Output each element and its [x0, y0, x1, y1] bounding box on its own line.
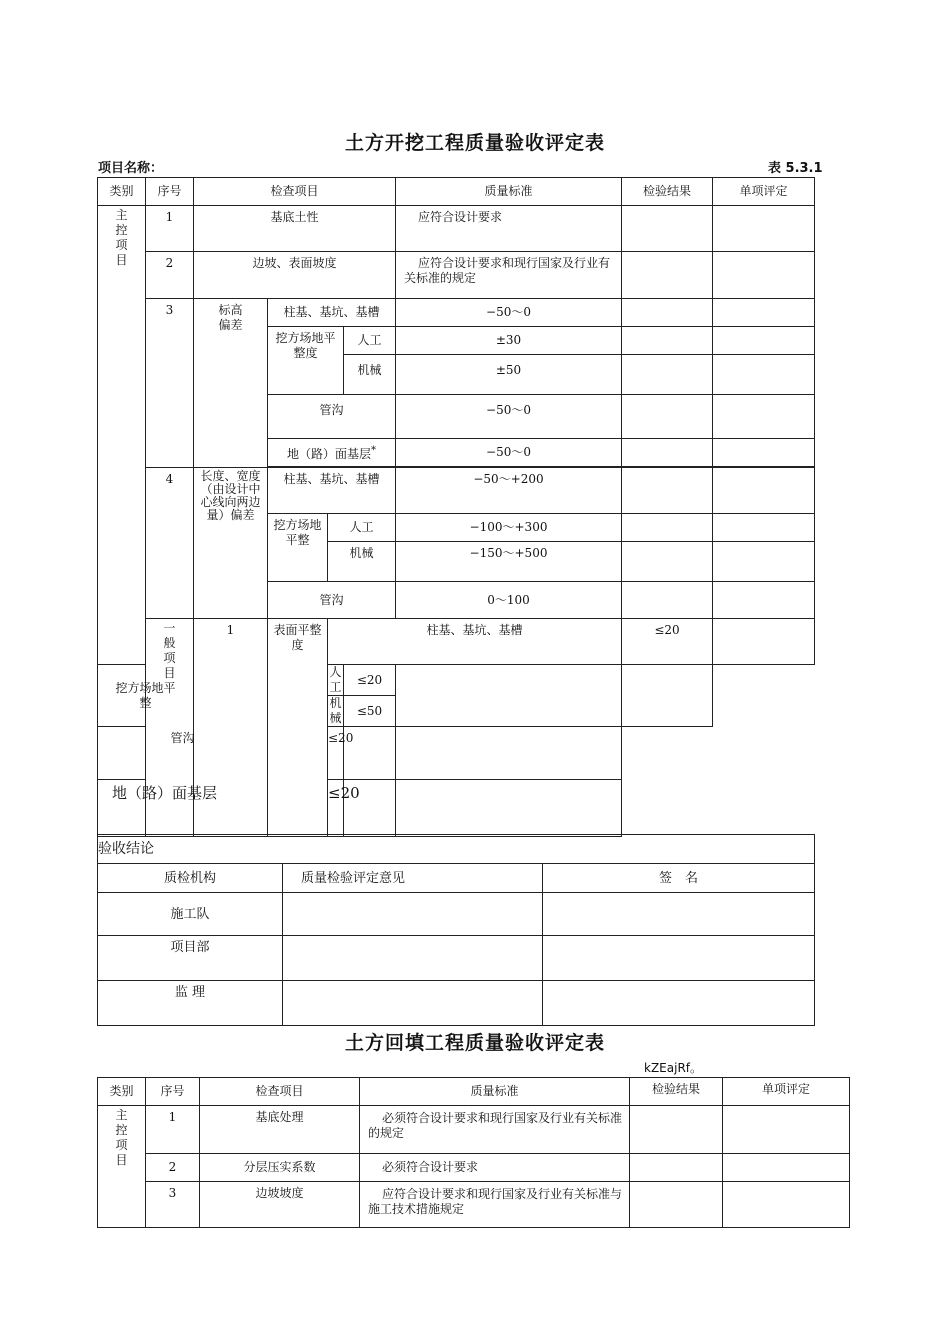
subgroup-label [268, 327, 344, 395]
opinion-cell[interactable] [283, 936, 543, 981]
check-item: 管沟 [98, 727, 268, 780]
header-check-item: 检查项目 [200, 1078, 360, 1106]
result-cell[interactable] [622, 355, 713, 395]
header-number: 序号 [146, 178, 194, 206]
row-number: 3 [146, 299, 194, 468]
rating-cell[interactable] [713, 252, 815, 299]
quality-standard: −50～0 [396, 299, 622, 327]
result-cell[interactable] [622, 514, 713, 542]
rating-cell[interactable] [713, 439, 815, 467]
opinion-cell[interactable] [283, 981, 543, 1026]
check-item: 机械 [328, 542, 396, 582]
subgroup-label-text: 挖方场地平整 [115, 680, 176, 710]
subgroup-label-text: 挖方场地平整 [273, 518, 322, 547]
rating-cell[interactable] [713, 514, 815, 542]
header-category: 类别 [98, 1078, 146, 1106]
result-cell[interactable] [622, 206, 713, 252]
check-item: 柱基、基坑、基槽 [268, 468, 396, 514]
result-cell[interactable] [630, 1106, 723, 1154]
check-item [268, 439, 396, 467]
rating-cell[interactable] [723, 1154, 850, 1182]
sign-row-label: 监 理 [98, 981, 283, 1026]
quality-standard: −100～+300 [396, 514, 622, 542]
row-number: 1 [146, 1106, 200, 1154]
result-cell[interactable] [713, 619, 815, 665]
check-item: 机械 [344, 355, 396, 395]
header-check-item: 检查项目 [194, 178, 396, 206]
quality-standard: −50～0 [396, 439, 622, 467]
quality-standard: 应符合设计要求和现行国家及行业有关标准与施工技术措施规定 [360, 1182, 630, 1228]
quality-standard: ≤20 [344, 665, 396, 696]
rating-cell[interactable] [713, 395, 815, 439]
second-page-title: 土方回填工程质量验收评定表 [344, 1032, 605, 1054]
signature-cell[interactable] [543, 936, 815, 981]
check-item: 柱基、基坑、基槽 [268, 299, 396, 327]
table-number: 表 5.3.1 [768, 161, 823, 176]
rating-cell[interactable] [713, 327, 815, 355]
excavation-table [97, 177, 815, 837]
signoff-table [97, 834, 815, 1026]
opinion-cell[interactable] [283, 893, 543, 936]
check-item: 人工 [344, 327, 396, 355]
check-item: 地（路）面基层 [98, 780, 268, 837]
header-category: 类别 [98, 178, 146, 206]
check-item: 人工 [329, 665, 342, 694]
check-item: 边坡坡度 [200, 1182, 360, 1228]
quality-standard: −50～+200 [396, 468, 622, 514]
group-label-text: 标高偏差 [218, 303, 243, 332]
quality-standard: 应符合设计要求和现行国家及行业有关标准的规定 [396, 252, 622, 299]
check-item: 基底土性 [194, 206, 396, 252]
header-inspection-result: 检验结果 [630, 1078, 723, 1106]
result-cell[interactable] [622, 395, 713, 439]
rating-cell[interactable] [723, 1106, 850, 1154]
subgroup-label [98, 665, 194, 727]
conclusion-label: 验收结论 [98, 835, 815, 864]
rating-cell[interactable] [713, 582, 815, 619]
row-number: 2 [146, 252, 194, 299]
sign-row-label: 施工队 [98, 893, 283, 936]
backfill-table [97, 1077, 850, 1228]
rating-cell[interactable] [713, 355, 815, 395]
check-item: 边坡、表面坡度 [194, 252, 396, 299]
result-cell[interactable] [622, 439, 713, 467]
main-category-cell [98, 1106, 146, 1228]
quality-standard: 必须符合设计要求和现行国家及行业有关标准的规定 [360, 1106, 630, 1154]
result-cell[interactable] [622, 252, 713, 299]
page-title: 土方开挖工程质量验收评定表 [344, 132, 605, 154]
row-number: 4 [146, 468, 194, 619]
header-item-rating: 单项评定 [713, 178, 815, 206]
result-cell[interactable] [396, 665, 622, 727]
quality-standard: 0～100 [396, 582, 622, 619]
document-code: kZEajRf。 [644, 1061, 703, 1075]
rating-cell[interactable] [396, 780, 622, 837]
subgroup-label-text: 挖方场地平整度 [275, 331, 336, 360]
sign-header-org: 质检机构 [98, 864, 283, 893]
result-cell[interactable] [622, 327, 713, 355]
quality-standard: −50～0 [396, 395, 622, 439]
header-quality-standard: 质量标准 [360, 1078, 630, 1106]
check-item: 基底处理 [200, 1106, 360, 1154]
header-number: 序号 [146, 1078, 200, 1106]
check-item: 管沟 [268, 395, 396, 439]
sign-row-label: 项目部 [98, 936, 283, 981]
rating-cell[interactable] [713, 206, 815, 252]
group-label [268, 619, 328, 837]
quality-standard: ±50 [396, 355, 622, 395]
rating-cell[interactable] [396, 727, 622, 780]
quality-standard: ≤20 [622, 619, 713, 665]
check-item-text: 地（路）面基层 [287, 447, 372, 461]
sign-header-signature: 签 名 [543, 864, 815, 893]
row-number: 1 [194, 619, 268, 837]
header-quality-standard: 质量标准 [396, 178, 622, 206]
quality-standard: ≤20 [328, 780, 344, 837]
check-item: 分层压实系数 [200, 1154, 360, 1182]
main-category-label: 主控项目 [115, 208, 128, 267]
row-number: 2 [146, 1154, 200, 1182]
check-item: 机械 [329, 696, 342, 725]
quality-standard: 必须符合设计要求 [360, 1154, 630, 1182]
check-item: 管沟 [268, 582, 396, 619]
subgroup-label [268, 514, 328, 582]
result-cell[interactable] [622, 299, 713, 327]
signature-cell[interactable] [543, 981, 815, 1026]
result-cell[interactable] [622, 468, 713, 514]
quality-standard: ±30 [396, 327, 622, 355]
quality-standard: ≤50 [344, 696, 396, 727]
group-label [194, 299, 268, 468]
group-label [194, 468, 268, 619]
rating-cell[interactable] [713, 299, 815, 327]
quality-standard: ≤20 [328, 727, 344, 780]
row-number: 3 [146, 1182, 200, 1228]
main-category-cell [98, 206, 146, 665]
group-label-text: 长度、宽度（由设计中心线向两边量）偏差 [200, 469, 261, 522]
result-cell[interactable] [630, 1154, 723, 1182]
sign-header-opinion: 质量检验评定意见 [283, 864, 543, 893]
quality-standard: −150～+500 [396, 542, 622, 582]
check-item: 柱基、基坑、基槽 [328, 619, 622, 665]
rating-cell[interactable] [723, 1182, 850, 1228]
result-cell[interactable] [622, 582, 713, 619]
row-number: 1 [146, 206, 194, 252]
result-cell[interactable] [630, 1182, 723, 1228]
rating-cell[interactable] [622, 665, 713, 727]
result-cell[interactable] [622, 542, 713, 582]
header-item-rating: 单项评定 [723, 1078, 850, 1106]
rating-cell[interactable] [713, 542, 815, 582]
signature-cell[interactable] [543, 893, 815, 936]
check-item: 人工 [328, 514, 396, 542]
general-category-label: 一般项目 [163, 621, 176, 680]
group-label-text: 表面平整度 [273, 623, 322, 652]
main-category-label: 主控项目 [115, 1108, 128, 1167]
footnote-mark: * [371, 445, 377, 456]
quality-standard: 应符合设计要求 [396, 206, 622, 252]
header-inspection-result: 检验结果 [622, 178, 713, 206]
project-name-label: 项目名称： [98, 161, 164, 176]
rating-cell[interactable] [713, 468, 815, 514]
